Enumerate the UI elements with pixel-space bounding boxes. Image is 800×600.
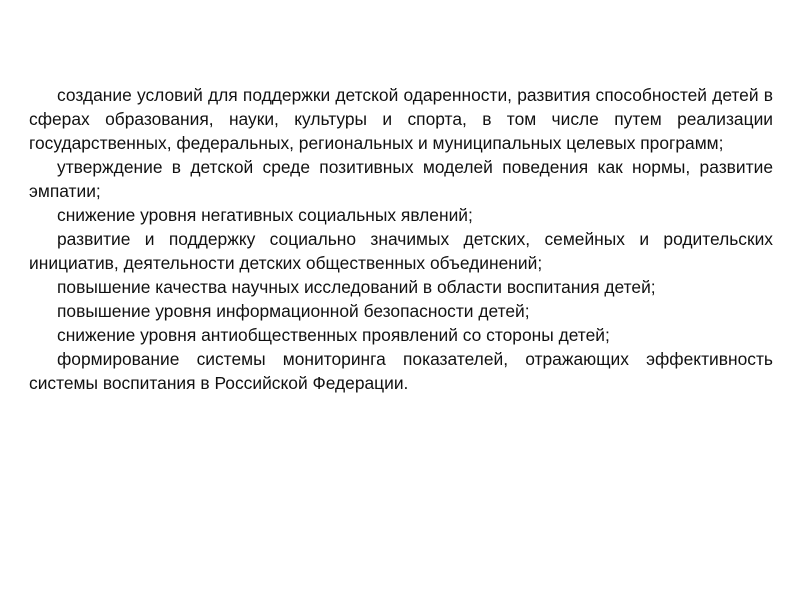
paragraph-antisocial-behavior: снижение уровня антиобщественных проявлений со стороны детей; bbox=[57, 325, 610, 345]
paragraph-research-quality: повышение качества научных исследований в области воспитания детей; bbox=[57, 277, 656, 297]
paragraph-talent-support: создание условий для поддержки детской одаренности, развития способностей детей в сферах образования, науки, культуры и спорта, в том числе путем реализации государственных, федеральных, региональных и муниципальных целевых программ; bbox=[29, 85, 773, 153]
text-block bbox=[29, 83, 773, 395]
paragraph-initiatives: развитие и поддержку социально значимых детских, семейных и родительских инициатив, деятельности детских общественных объединений; bbox=[29, 229, 773, 273]
paragraph-information-security: повышение уровня информационной безопасности детей; bbox=[57, 301, 530, 321]
paragraph-monitoring-system: формирование системы мониторинга показателей, отражающих эффективность системы воспитания в Российской Федерации. bbox=[29, 349, 773, 393]
paragraph-positive-behavior: утверждение в детской среде позитивных моделей поведения как нормы, развитие эмпатии; bbox=[29, 157, 773, 201]
paragraph-negative-phenomena: снижение уровня негативных социальных явлений; bbox=[57, 205, 473, 225]
